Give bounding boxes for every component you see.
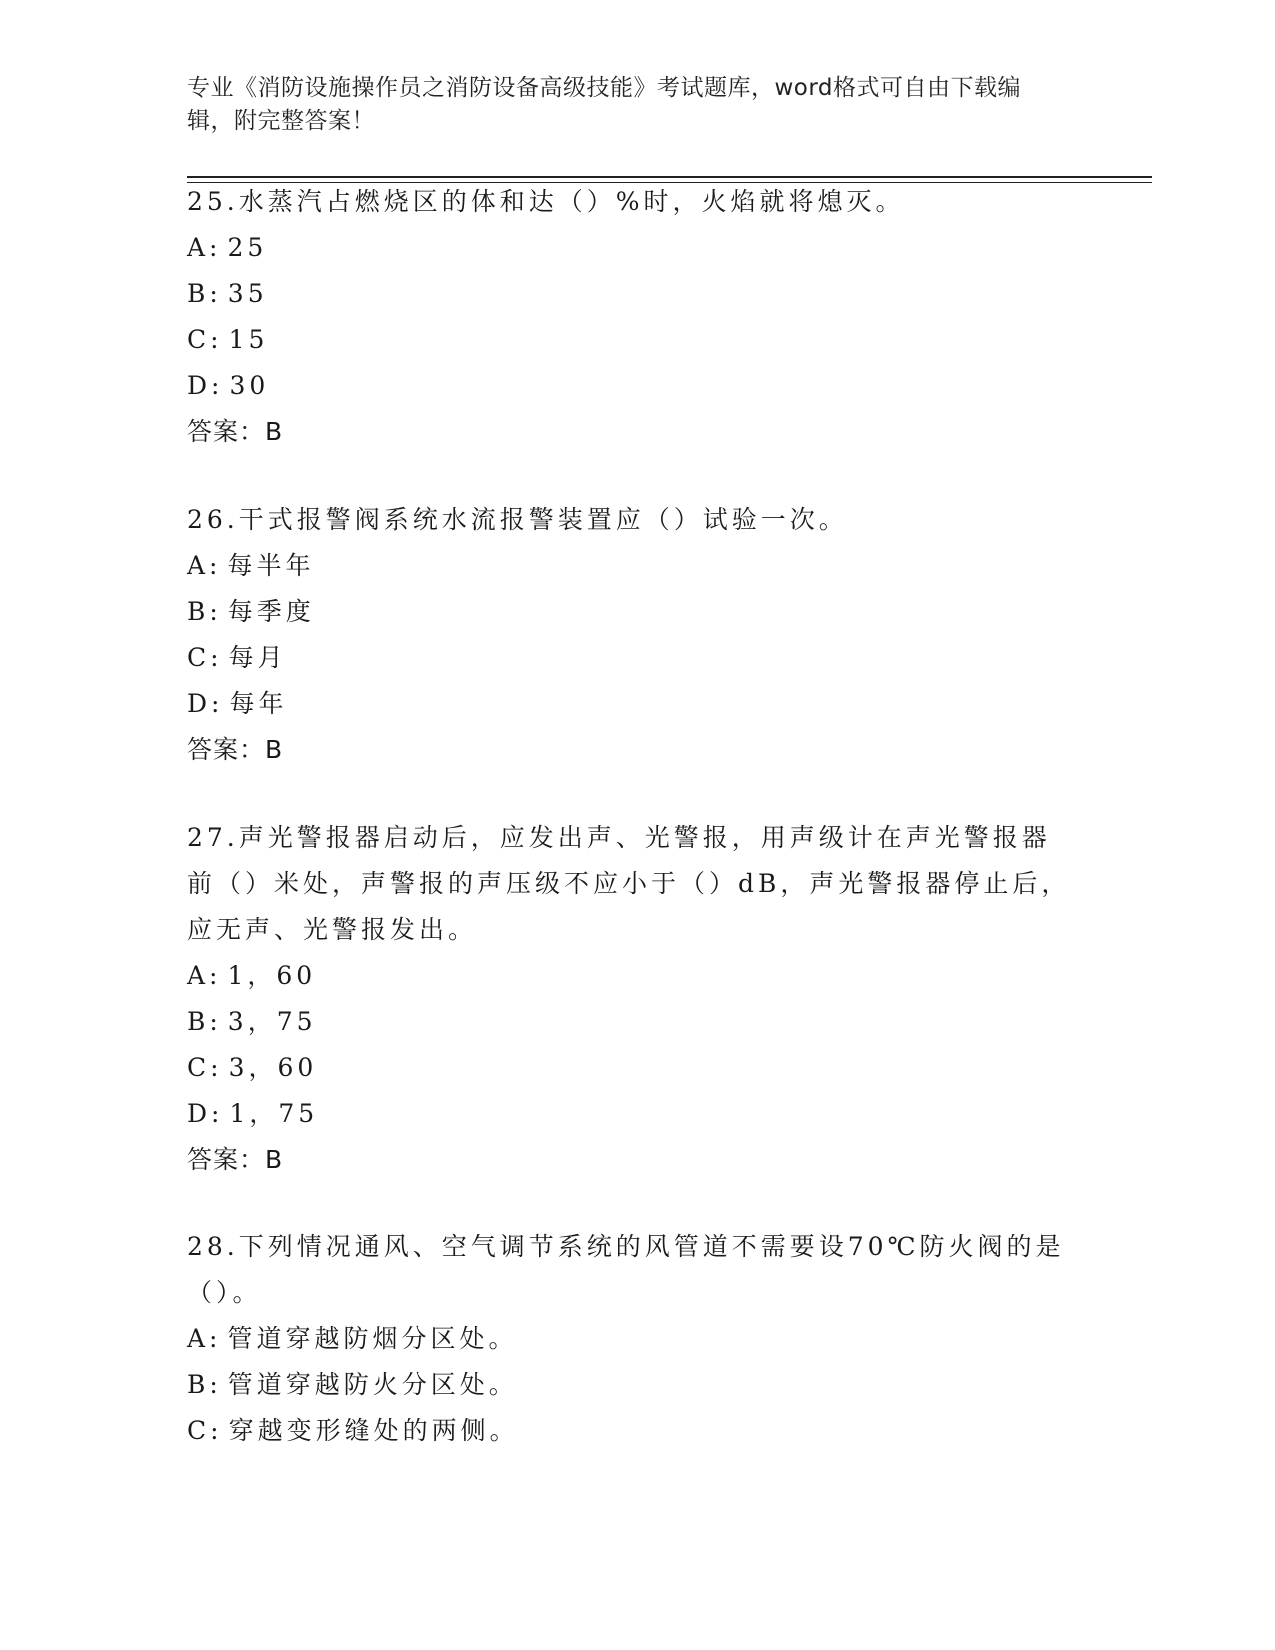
- option-letter: B:: [187, 1370, 222, 1399]
- answer-line: 答案：B: [187, 1145, 284, 1174]
- option-c: [187, 635, 1087, 681]
- option-text: 管道穿越防烟分区处。: [227, 1324, 518, 1353]
- option-text: 每半年: [227, 551, 315, 580]
- option-c: [187, 1045, 1087, 1091]
- answer-line: 答案：B: [187, 735, 284, 764]
- question-stem: 28.下列情况通风、空气调节系统的风管道不需要设70℃防火阀的是（）。: [187, 1232, 1065, 1307]
- option-a: [187, 953, 1087, 999]
- option-text: 每季度: [227, 597, 315, 626]
- option-letter: A:: [187, 1324, 222, 1353]
- option-text: 35: [227, 279, 268, 308]
- option-letter: C:: [187, 325, 223, 354]
- option-d: [187, 681, 1087, 727]
- option-a: [187, 1316, 1087, 1362]
- option-b: [187, 589, 1087, 635]
- option-d: [187, 363, 1087, 409]
- option-letter: A:: [187, 551, 222, 580]
- option-b: [187, 271, 1087, 317]
- question-stem: 27.声光警报器启动后，应发出声、光警报，用声级计在声光警报器前（）米处，声警报的声压级不应小于（）dB，声光警报器停止后，应无声、光警报发出。: [187, 823, 1071, 944]
- option-text: 3，75: [227, 1007, 317, 1036]
- option-letter: B:: [187, 279, 222, 308]
- option-text: 15: [228, 325, 269, 354]
- answer-line: 答案：B: [187, 417, 284, 446]
- option-text: 30: [229, 371, 270, 400]
- option-text: 1，75: [229, 1099, 319, 1128]
- option-a: [187, 225, 1087, 271]
- question-25: [187, 179, 1087, 455]
- option-b: [187, 999, 1087, 1045]
- option-text: 穿越变形缝处的两侧。: [228, 1416, 519, 1445]
- option-letter: B:: [187, 597, 222, 626]
- option-c: [187, 317, 1087, 363]
- option-text: 1，60: [227, 961, 317, 990]
- option-letter: B:: [187, 1007, 222, 1036]
- option-letter: A:: [187, 233, 222, 262]
- question-stem: 25.水蒸汽占燃烧区的体和达（）%时，火焰就将熄灭。: [187, 187, 905, 216]
- option-c: [187, 1408, 1087, 1454]
- header-divider-thick: [187, 176, 1152, 178]
- option-letter: D:: [187, 689, 224, 718]
- question-26: [187, 497, 1087, 773]
- option-letter: A:: [187, 961, 222, 990]
- option-letter: C:: [187, 643, 223, 672]
- option-text: 每年: [229, 689, 288, 718]
- option-d: [187, 1091, 1087, 1137]
- option-text: 每月: [228, 643, 287, 672]
- document-header: 专业《消防设施操作员之消防设备高级技能》考试题库，word格式可自由下载编辑，附完整答案！: [187, 75, 1022, 134]
- option-letter: D:: [187, 1099, 224, 1128]
- option-text: 管道穿越防火分区处。: [227, 1370, 518, 1399]
- option-a: [187, 543, 1087, 589]
- option-letter: C:: [187, 1053, 223, 1082]
- option-letter: C:: [187, 1416, 223, 1445]
- question-27: [187, 815, 1087, 1183]
- option-letter: D:: [187, 371, 224, 400]
- question-28: [187, 1224, 1087, 1454]
- question-stem: 26.干式报警阀系统水流报警装置应（）试验一次。: [187, 505, 848, 534]
- option-text: 25: [227, 233, 268, 262]
- option-b: [187, 1362, 1087, 1408]
- option-text: 3，60: [228, 1053, 318, 1082]
